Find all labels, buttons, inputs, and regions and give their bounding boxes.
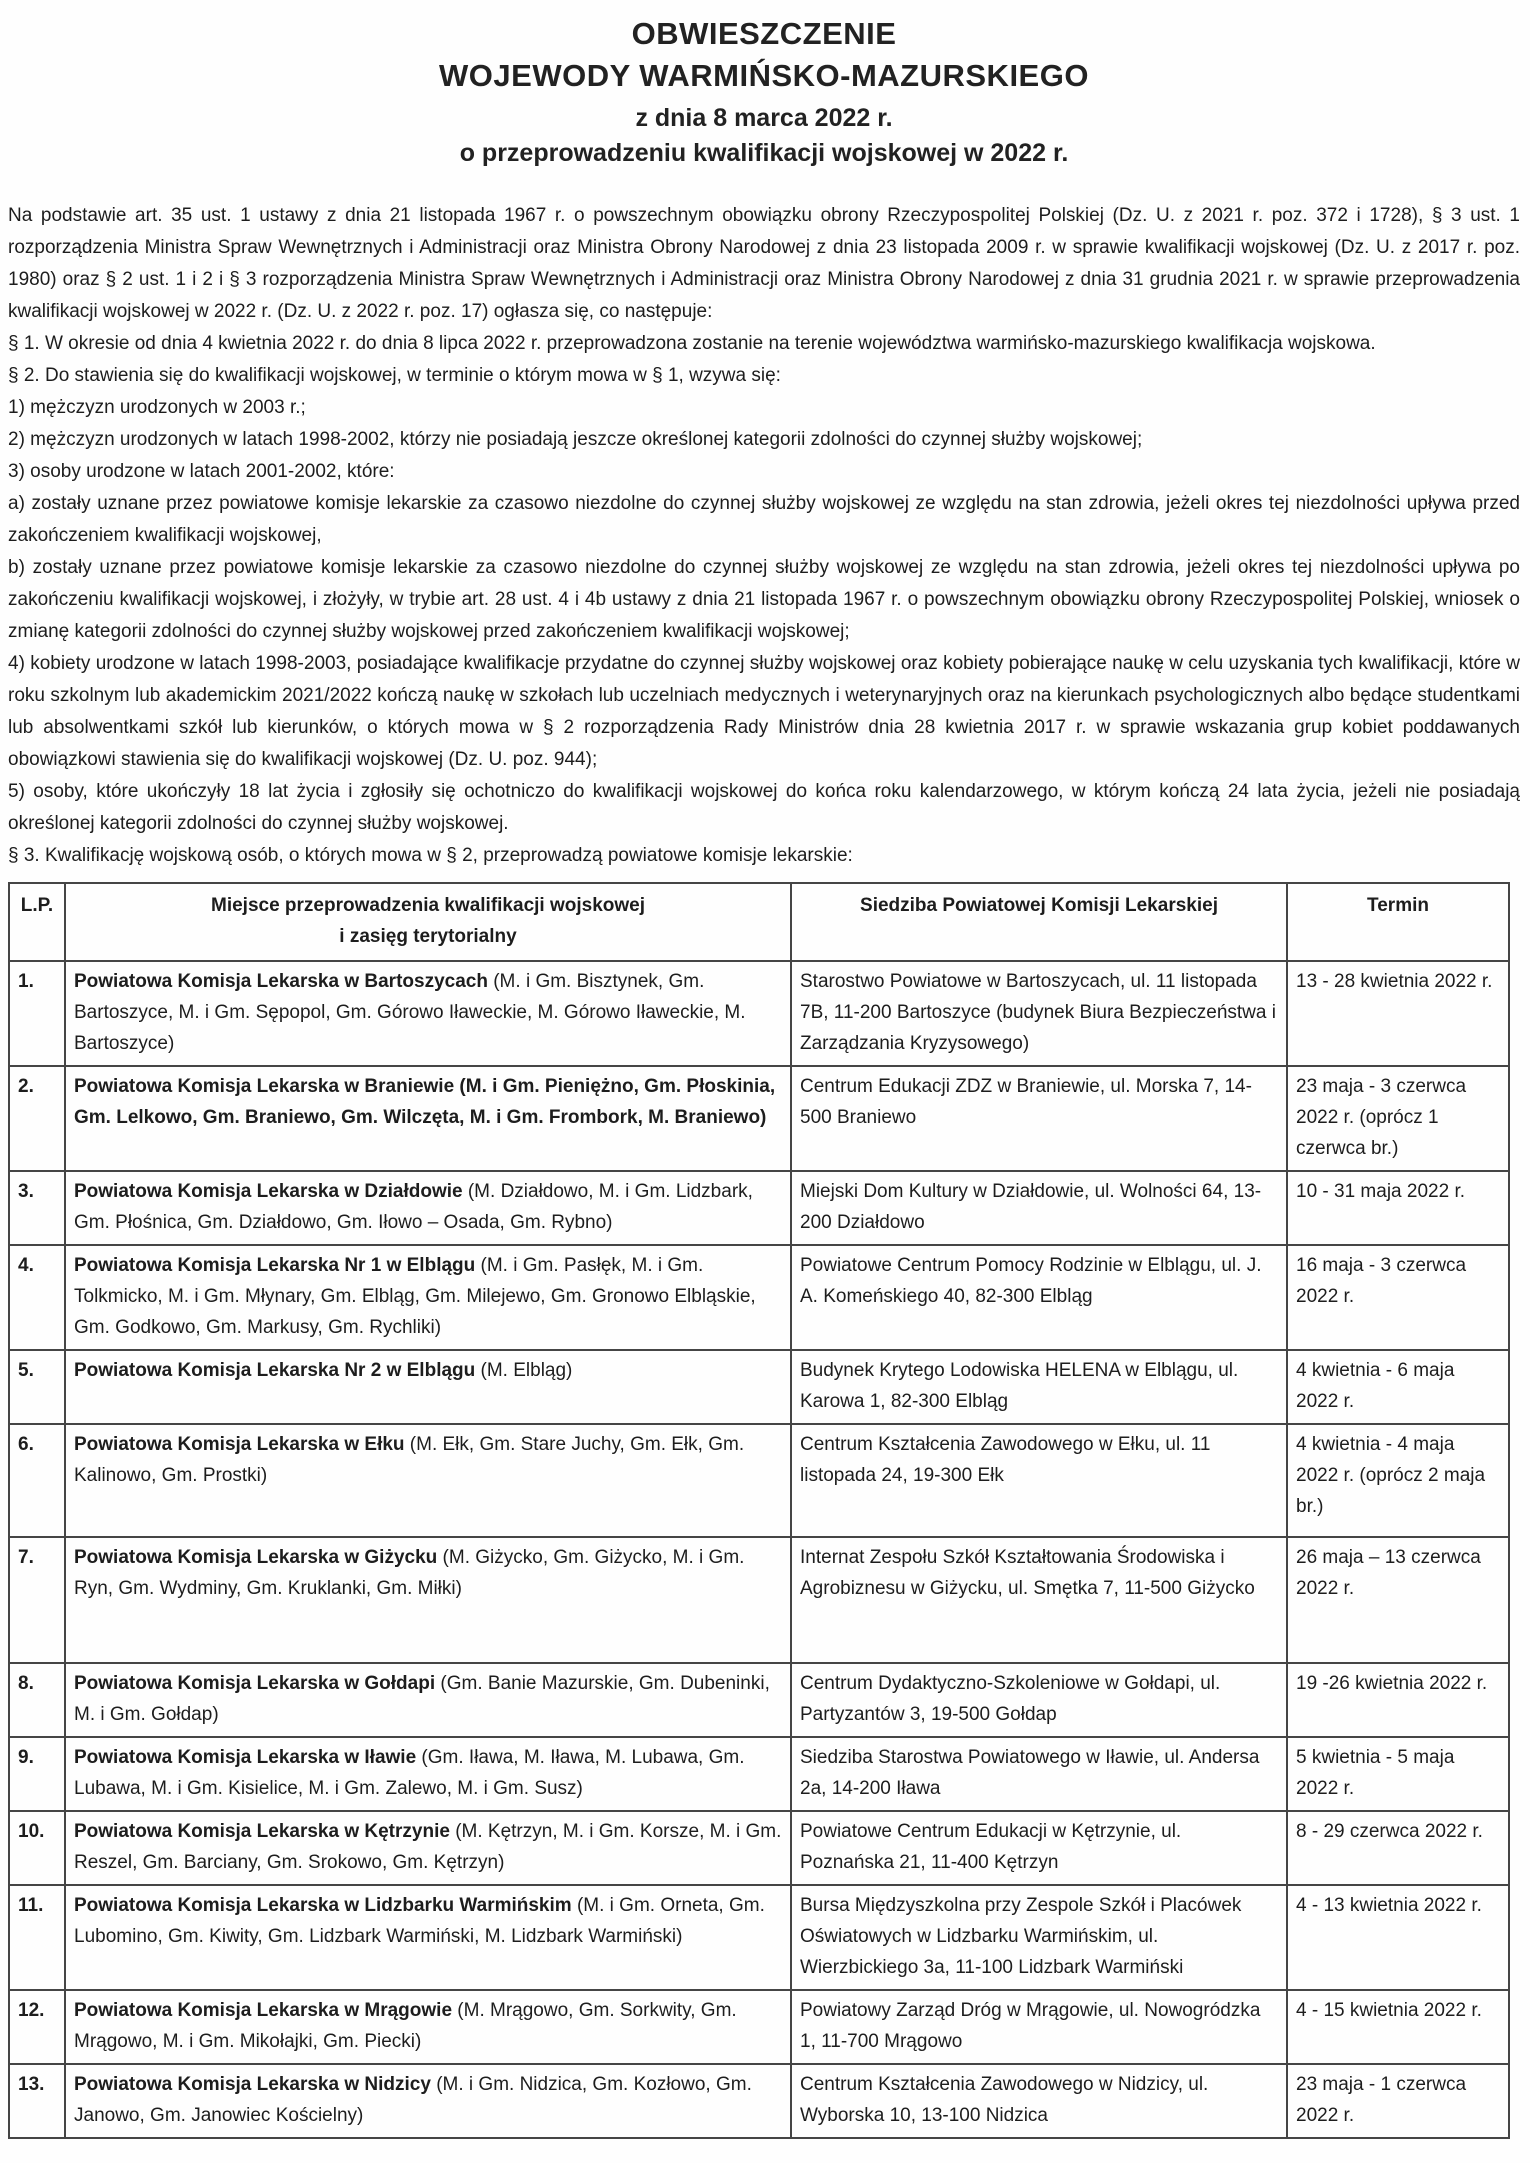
col-header-place-line2: i zasięg terytorialny — [339, 926, 517, 947]
commission-place — [65, 1066, 791, 1171]
commission-term: 23 maja - 3 czerwca 2022 r. (oprócz 1 czerwca br.) — [1287, 1066, 1509, 1171]
commission-place — [65, 1537, 791, 1663]
row-number: 6. — [9, 1424, 65, 1537]
table-row — [9, 1424, 1509, 1537]
point-3a: a) zostały uznane przez powiatowe komisje lekarskie za czasowo niezdolne do czynnej służby wojskowej ze względu na stan zdrowia, jeżeli okres tej niezdolności upływa przed zakończeniem kwalifikacji wojskowej, — [8, 493, 1520, 546]
row-number: 11. — [9, 1885, 65, 1990]
col-header-place-line1: Miejsce przeprowadzenia kwalifikacji wojskowej — [211, 895, 645, 916]
paragraph-1: § 1. W okresie od dnia 4 kwietnia 2022 r. do dnia 8 lipca 2022 r. przeprowadzona zostanie na terenie województwa warmińsko-mazurskiego kwalifikacja wojskowa. — [8, 333, 1376, 354]
legal-text-block — [8, 200, 1520, 872]
commission-table — [8, 882, 1510, 2139]
commission-seat: Internat Zespołu Szkół Kształtowania Środowiska i Agrobiznesu w Giżycku, ul. Smętka 7, 11-500 Giżycko — [791, 1537, 1287, 1663]
commission-area: (M. Elbląg) — [475, 1360, 573, 1381]
commission-name: Powiatowa Komisja Lekarska w Ełku — [74, 1434, 405, 1455]
commission-place — [65, 2064, 791, 2138]
commission-area: (M. i Gm. Orneta, Gm. Lubomino, Gm. Kiwity, Gm. Lidzbark Warmiński, M. Lidzbark Warmiński) — [74, 1895, 765, 1947]
commission-seat: Centrum Dydaktyczno-Szkoleniowe w Gołdapi, ul. Partyzantów 3, 19-500 Gołdap — [791, 1663, 1287, 1737]
commission-name: Powiatowa Komisja Lekarska w Mrągowie — [74, 2000, 453, 2021]
commission-place — [65, 1245, 791, 1350]
commission-seat: Budynek Krytego Lodowiska HELENA w Elblągu, ul. Karowa 1, 82-300 Elbląg — [791, 1350, 1287, 1424]
table-row — [9, 1811, 1509, 1885]
commission-place — [65, 961, 791, 1066]
commission-name: Powiatowa Komisja Lekarska w Giżycku — [74, 1547, 438, 1568]
doc-title-line-2: WOJEWODY WARMIŃSKO-MAZURSKIEGO — [439, 58, 1089, 93]
commission-name: Powiatowa Komisja Lekarska w Bartoszycach — [74, 971, 488, 992]
commission-name: Powiatowa Komisja Lekarska w Gołdapi — [74, 1673, 436, 1694]
commission-term: 10 - 31 maja 2022 r. — [1287, 1171, 1509, 1245]
commission-term: 5 kwietnia - 5 maja 2022 r. — [1287, 1737, 1509, 1811]
row-number: 10. — [9, 1811, 65, 1885]
point-5: 5) osoby, które ukończyły 18 lat życia i zgłosiły się ochotniczo do kwalifikacji wojskowej do końca roku kalendarzowego, w którym kończą 24 lata życia, jeżeli nie posiadają określonej kategorii zdolności do czynnej służby wojskowej. — [8, 781, 1520, 834]
table-header — [9, 883, 1509, 961]
commission-place — [65, 1737, 791, 1811]
table-row — [9, 1737, 1509, 1811]
row-number: 1. — [9, 961, 65, 1066]
commission-seat: Centrum Edukacji ZDZ w Braniewie, ul. Morska 7, 14-500 Braniewo — [791, 1066, 1287, 1171]
commission-name: Powiatowa Komisja Lekarska w Braniewie (M. i Gm. Pieniężno, Gm. Płoskinia, Gm. Lelkowo, Gm. Braniewo, Gm. Wilczęta, M. i Gm. Frombork, M. Braniewo) — [74, 1076, 776, 1128]
commission-seat: Powiatowe Centrum Edukacji w Kętrzynie, ul. Poznańska 21, 11-400 Kętrzyn — [791, 1811, 1287, 1885]
commission-area: (Gm. Iława, M. Iława, M. Lubawa, Gm. Lubawa, M. i Gm. Kisielice, M. i Gm. Zalewo, M. i Gm. Susz) — [74, 1747, 745, 1799]
paragraph-3: § 3. Kwalifikację wojskową osób, o których mowa w § 2, przeprowadzą powiatowe komisje lekarskie: — [8, 845, 853, 866]
point-1: 1) mężczyzn urodzonych w 2003 r.; — [8, 397, 306, 418]
commission-area: (Gm. Banie Mazurskie, Gm. Dubeninki, M. i Gm. Gołdap) — [74, 1673, 770, 1725]
point-3: 3) osoby urodzone w latach 2001-2002, które: — [8, 461, 395, 482]
commission-place — [65, 1424, 791, 1537]
commission-name: Powiatowa Komisja Lekarska w Lidzbarku Warmińskim — [74, 1895, 572, 1916]
commission-term: 4 kwietnia - 6 maja 2022 r. — [1287, 1350, 1509, 1424]
commission-place — [65, 1990, 791, 2064]
commission-place — [65, 1885, 791, 1990]
commission-area: (M. Ełk, Gm. Stare Juchy, Gm. Ełk, Gm. Kalinowo, Gm. Prostki) — [74, 1434, 745, 1486]
row-number: 5. — [9, 1350, 65, 1424]
commission-seat: Bursa Międzyszkolna przy Zespole Szkół i Placówek Oświatowych w Lidzbarku Warmińskim, ul. Wierzbickiego 3a, 11-100 Lidzbark Warmiński — [791, 1885, 1287, 1990]
commission-name: Powiatowa Komisja Lekarska Nr 2 w Elblągu — [74, 1360, 476, 1381]
commission-area: (M. Kętrzyn, M. i Gm. Korsze, M. i Gm. Reszel, Gm. Barciany, Gm. Srokowo, Gm. Kętrzyn) — [74, 1821, 782, 1873]
row-number: 9. — [9, 1737, 65, 1811]
commission-term: 16 maja - 3 czerwca 2022 r. — [1287, 1245, 1509, 1350]
commission-seat: Centrum Kształcenia Zawodowego w Ełku, ul. 11 listopada 24, 19-300 Ełk — [791, 1424, 1287, 1537]
paragraph-2: § 2. Do stawienia się do kwalifikacji wojskowej, w terminie o którym mowa w § 1, wzywa się: — [8, 365, 781, 386]
commission-name: Powiatowa Komisja Lekarska w Kętrzynie — [74, 1821, 450, 1842]
table-row — [9, 1537, 1509, 1663]
row-number: 12. — [9, 1990, 65, 2064]
row-number: 2. — [9, 1066, 65, 1171]
row-number: 8. — [9, 1663, 65, 1737]
commission-place — [65, 1171, 791, 1245]
doc-subject-line: o przeprowadzeniu kwalifikacji wojskowej w 2022 r. — [459, 139, 1069, 167]
commission-place — [65, 1663, 791, 1737]
table-row — [9, 1663, 1509, 1737]
table-row — [9, 1066, 1509, 1171]
table-header-row — [9, 883, 1509, 961]
point-4: 4) kobiety urodzone w latach 1998-2003, posiadające kwalifikacje przydatne do czynnej służby wojskowej oraz kobiety pobierające naukę w celu uzyskania tych kwalifikacji, które w roku szkolnym lub akademickim 2021/2022 kończą naukę w szkołach lub uczelniach medycznych i weterynaryjnych oraz na kierunkach psychologicznych albo będące studentkami lub absolwentkami szkół lub kierunków, o których mowa w § 2 rozporządzenia Rady Ministrów dnia 28 kwietnia 2017 r. w sprawie wskazania grup kobiet poddawanych obowiązkowi stawienia się do kwalifikacji wojskowej (Dz. U. poz. 944); — [8, 653, 1520, 770]
doc-title-line-1: OBWIESZCZENIE — [631, 16, 897, 51]
table-row — [9, 2064, 1509, 2138]
commission-area: (M. Giżycko, Gm. Giżycko, M. i Gm. Ryn, Gm. Wydminy, Gm. Kruklanki, Gm. Miłki) — [74, 1547, 745, 1599]
commission-term: 4 - 13 kwietnia 2022 r. — [1287, 1885, 1509, 1990]
commission-term: 4 kwietnia - 4 maja 2022 r. (oprócz 2 maja br.) — [1287, 1424, 1509, 1537]
commission-seat: Siedziba Starostwa Powiatowego w Iławie, ul. Andersa 2a, 14-200 Iława — [791, 1737, 1287, 1811]
col-header-seat: Siedziba Powiatowej Komisji Lekarskiej — [791, 883, 1287, 961]
commission-name: Powiatowa Komisja Lekarska w Działdowie — [74, 1181, 463, 1202]
table-row — [9, 961, 1509, 1066]
commission-term: 4 - 15 kwietnia 2022 r. — [1287, 1990, 1509, 2064]
commission-name: Powiatowa Komisja Lekarska Nr 1 w Elblągu — [74, 1255, 476, 1276]
commission-term: 13 - 28 kwietnia 2022 r. — [1287, 961, 1509, 1066]
commission-seat: Powiatowe Centrum Pomocy Rodzinie w Elblągu, ul. J. A. Komeńskiego 40, 82-300 Elbląg — [791, 1245, 1287, 1350]
commission-seat: Powiatowy Zarząd Dróg w Mrągowie, ul. Nowogródzka 1, 11-700 Mrągowo — [791, 1990, 1287, 2064]
commission-name: Powiatowa Komisja Lekarska w Nidzicy — [74, 2074, 431, 2095]
point-3b: b) zostały uznane przez powiatowe komisje lekarskie za czasowo niezdolne do czynnej służby wojskowej ze względu na stan zdrowia, jeżeli okres tej niezdolności upływa po zakończeniu kwalifikacji wojskowej, i złożyły, w trybie art. 28 ust. 4 i 4b ustawy z dnia 21 listopada 1967 r. o powszechnym obowiązku obrony Rzeczypospolitej Polskiej, wniosek o zmianę kategorii zdolności do czynnej służby wojskowej przed zakończeniem kwalifikacji wojskowej; — [8, 557, 1520, 642]
commission-place — [65, 1350, 791, 1424]
row-number: 13. — [9, 2064, 65, 2138]
col-header-place — [65, 883, 791, 961]
table-row — [9, 1350, 1509, 1424]
commission-term: 8 - 29 czerwca 2022 r. — [1287, 1811, 1509, 1885]
row-number: 3. — [9, 1171, 65, 1245]
table-row — [9, 1171, 1509, 1245]
commission-seat: Starostwo Powiatowe w Bartoszycach, ul. 11 listopada 7B, 11-200 Bartoszyce (budynek Biura Bezpieczeństwa i Zarządzania Kryzysowego) — [791, 961, 1287, 1066]
commission-name: Powiatowa Komisja Lekarska w Iławie — [74, 1747, 417, 1768]
table-body — [9, 961, 1509, 2138]
commission-area: (M. i Gm. Pasłęk, M. i Gm. Tolkmicko, M. i Gm. Młynary, Gm. Elbląg, Gm. Milejewo, Gm. Gronowo Elbląskie, Gm. Godkowo, Gm. Markusy, Gm. Rychliki) — [74, 1255, 756, 1338]
table-row — [9, 1245, 1509, 1350]
table-row — [9, 1990, 1509, 2064]
col-header-lp: L.P. — [9, 883, 65, 961]
commission-term: 23 maja - 1 czerwca 2022 r. — [1287, 2064, 1509, 2138]
commission-term: 19 -26 kwietnia 2022 r. — [1287, 1663, 1509, 1737]
intro-paragraph: Na podstawie art. 35 ust. 1 ustawy z dnia 21 listopada 1967 r. o powszechnym obowiązku obrony Rzeczypospolitej Polskiej (Dz. U. z 2021 r. poz. 372 i 1728), § 3 ust. 1 rozporządzenia Ministra Spraw Wewnętrznych i Administracji oraz Ministra Obrony Narodowej z dnia 23 listopada 2009 r. w sprawie kwalifikacji wojskowej (Dz. U. z 2017 r. poz. 1980) oraz § 2 ust. 1 i 2 i § 3 rozporządzenia Ministra Spraw Wewnętrznych i Administracji oraz Ministra Obrony Narodowej z dnia 31 grudnia 2021 r. w sprawie przeprowadzenia kwalifikacji wojskowej w 2022 r. (Dz. U. z 2022 r. poz. 17) ogłasza się, co następuje: — [8, 205, 1520, 322]
commission-area: (M. i Gm. Nidzica, Gm. Kozłowo, Gm. Janowo, Gm. Janowiec Kościelny) — [74, 2074, 752, 2126]
commission-place — [65, 1811, 791, 1885]
row-number: 7. — [9, 1537, 65, 1663]
commission-area: (M. i Gm. Bisztynek, Gm. Bartoszyce, M. i Gm. Sępopol, Gm. Górowo Iławeckie, M. Górowo Iławeckie, M. Bartoszyce) — [74, 971, 746, 1054]
row-number: 4. — [9, 1245, 65, 1350]
commission-area: (M. Działdowo, M. i Gm. Lidzbark, Gm. Płośnica, Gm. Działdowo, Gm. Iłowo – Osada, Gm. Rybno) — [74, 1181, 753, 1233]
commission-term: 26 maja – 13 czerwca 2022 r. — [1287, 1537, 1509, 1663]
title-block — [8, 14, 1520, 170]
commission-seat: Centrum Kształcenia Zawodowego w Nidzicy, ul. Wyborska 10, 13-100 Nidzica — [791, 2064, 1287, 2138]
point-2: 2) mężczyzn urodzonych w latach 1998-2002, którzy nie posiadają jeszcze określonej kategorii zdolności do czynnej służby wojskowej; — [8, 429, 1143, 450]
commission-seat: Miejski Dom Kultury w Działdowie, ul. Wolności 64, 13-200 Działdowo — [791, 1171, 1287, 1245]
table-row — [9, 1885, 1509, 1990]
commission-area: (M. Mrągowo, Gm. Sorkwity, Gm. Mrągowo, M. i Gm. Mikołajki, Gm. Piecki) — [74, 2000, 737, 2052]
col-header-term: Termin — [1287, 883, 1509, 961]
doc-date-line: z dnia 8 marca 2022 r. — [635, 104, 893, 132]
